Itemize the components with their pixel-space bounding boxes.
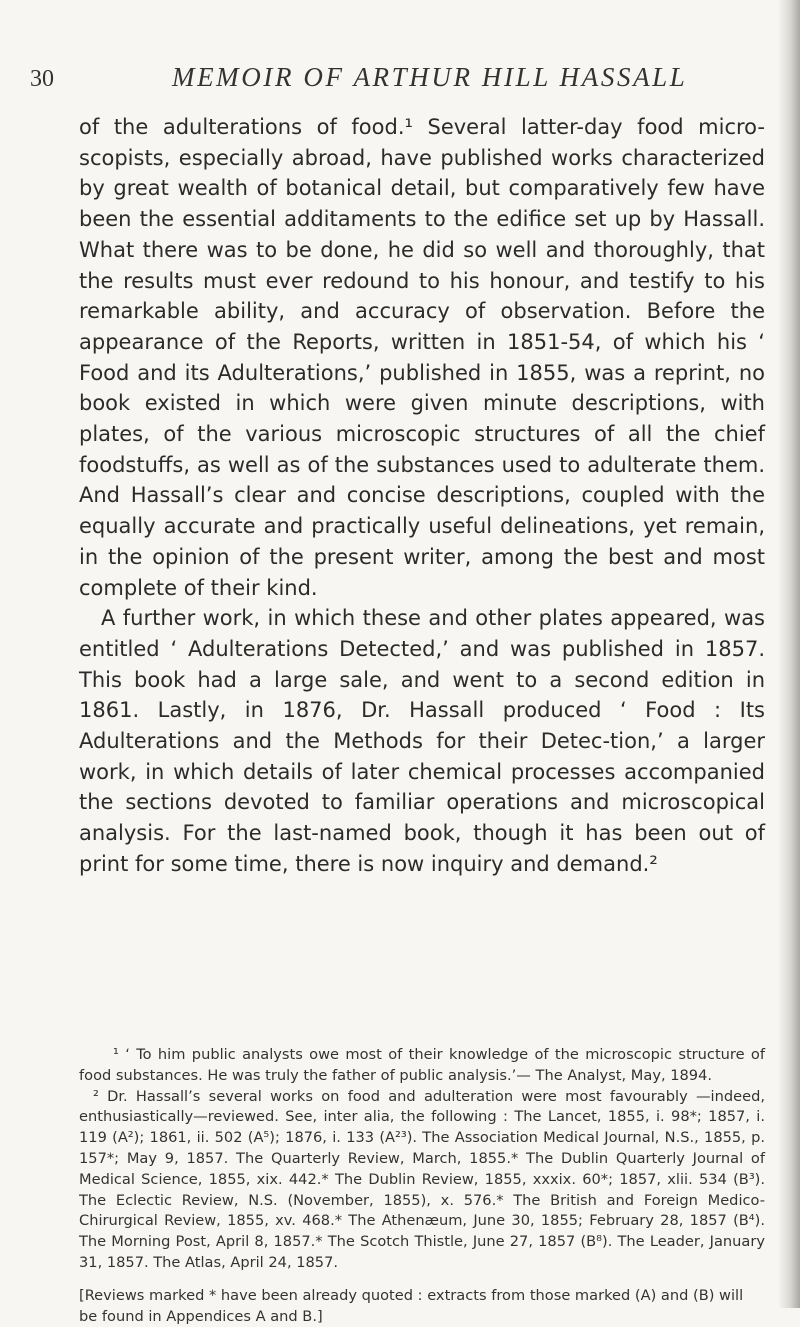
page-edge-shadow bbox=[778, 0, 800, 1308]
running-header bbox=[30, 62, 750, 96]
paragraph-1: of the adulterations of food.¹ Several latter-day food micro-scopists, especially abroad, have published works characterized by great wealth of botanical detail, but comparatively few have been the essential additaments to the edifice set up by Hassall. What there was to be done, he did so well and thoroughly, that the results must ever redound to his honour, and testify to his remarkable ability, and accuracy of observation. Before the appearance of the Reports, written in 1851-54, of which his ‘ Food and its Adulterations,’ published in 1855, was a reprint, no book existed in which were given minute descriptions, with plates, of the various microscopic structures of all the chief foodstuffs, as well as of the substances used to adulterate them. And Hassall’s clear and concise descriptions, coupled with the equally accurate and practically useful delineations, yet remain, in the opinion of the present writer, among the best and most complete of their kind. bbox=[79, 115, 765, 600]
body-text bbox=[79, 112, 765, 880]
footnote-2: ² Dr. Hassall’s several works on food and adulteration were most favourably —indeed, enthusiastically—reviewed. See, inter alia, the following : The Lancet, 1855, i. 98*; 1857, i. 119 (A²); 1861, ii. 502 (A⁵); 1876, i. 133 (A²³). The Association Medical Journal, N.S., 1855, p. 157*; May 9, 1857. The Quarterly Review, March, 1855.* The Dublin Quarterly Journal of Medical Science, 1855, xix. 442.* The Dublin Review, 1855, xxxix. 60*; 1857, xlii. 534 (B³). The Eclectic Review, N.S. (November, 1855), x. 576.* The British and Foreign Medico-Chirurgical Review, 1855, xv. 468.* The Athenæum, June 30, 1855; February 28, 1857 (B⁴). The Morning Post, April 8, 1857.* The Scotch Thistle, June 27, 1857 (B⁸). The Leader, January 31, 1857. The Atlas, April 24, 1857. bbox=[79, 1087, 765, 1271]
paragraph-2: A further work, in which these and other plates appeared, was entitled ‘ Adulterations Detected,’ and was published in 1857. This book had a large sale, and went to a second edition in 1861. Lastly, in 1876, Dr. Hassall produced ‘ Food : Its Adulterations and the Methods for their Detec-tion,’ a larger work, in which details of later chemical processes accompanied the sections devoted to familiar operations and microscopical analysis. For the last-named book, though it has been out of print for some time, there is now inquiry and demand.² bbox=[79, 606, 765, 876]
appendix-note: [Reviews marked * have been already quoted : extracts from those marked (A) and (B) will be found in Appendices A and B.] bbox=[79, 1286, 744, 1325]
running-title: MEMOIR OF ARTHUR HILL HASSALL bbox=[172, 62, 688, 92]
footnote-1: ¹ ‘ To him public analysts owe most of their knowledge of the microscopic structure of food substances. He was truly the father of public analysis.’— The Analyst, May, 1894. bbox=[79, 1046, 765, 1084]
page-number: 30 bbox=[30, 66, 54, 92]
footnotes bbox=[79, 1045, 765, 1327]
